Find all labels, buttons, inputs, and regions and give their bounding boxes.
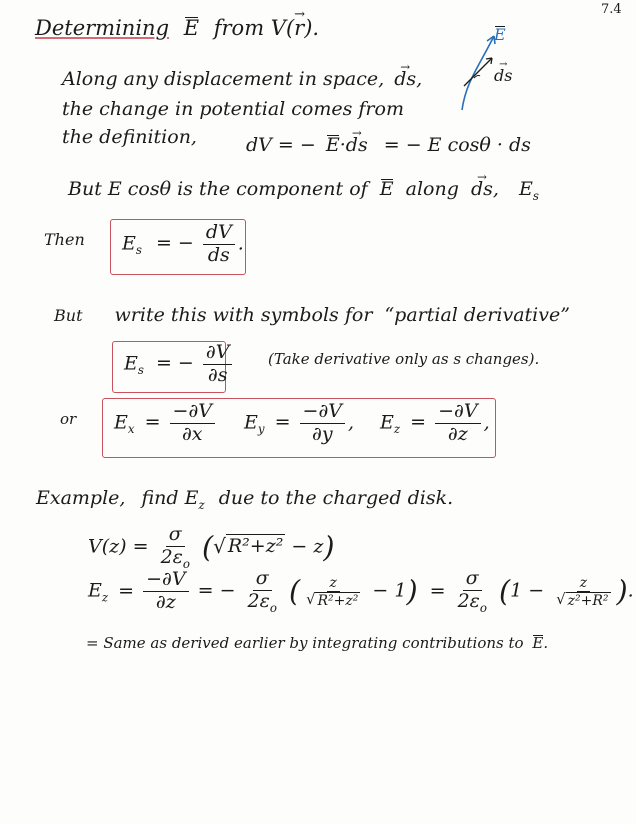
partial-fraction: $\frac{\partial V}{\partial s}$ xyxy=(203,342,233,387)
example-heading: Example, find $E_z$ due to the charged disk. xyxy=(36,487,454,512)
partial-equation: $E_s$ = − $\frac{\partial V}{\partial s}$ xyxy=(124,342,235,387)
dV-ds-fraction: $\frac{dV}{ds}$ xyxy=(203,222,235,267)
partial-note: (Take derivative only as s changes). xyxy=(268,350,540,368)
page-title xyxy=(35,16,319,40)
vector-diagram xyxy=(452,22,532,114)
intro-line-1: Along any displacement in space, → ds, xyxy=(62,68,422,90)
partial-sentence: But write this with symbols for “partial derivative” xyxy=(54,304,570,326)
title-determining: Determining xyxy=(35,16,170,40)
intro-line-2: the change in potential comes from xyxy=(62,98,404,120)
component-sentence: But E cosθ is the component of E along → ds, $E_s$ xyxy=(68,178,539,203)
title-from: from V( xyxy=(213,16,295,40)
Ez-equation: $E_z$ = $\frac{-\partial V}{\partial z}$ , xyxy=(380,400,490,445)
then-label: Then xyxy=(44,230,85,249)
or-label: or xyxy=(60,410,77,428)
conclusion: = Same as derived earlier by integrating contributions to E. xyxy=(86,634,549,652)
diagram-label-E: E xyxy=(494,25,506,44)
Ex-equation: $E_x$ = $\frac{-\partial V}{\partial x}$ xyxy=(114,401,218,446)
V-of-z-equation: V(z) = $\frac{\sigma}{2\varepsilon_o}$ ( √ R²+z² − z) xyxy=(88,523,335,571)
dV-equation: dV = − E·→ ds = − E cosθ · ds xyxy=(246,134,531,156)
sqrt-R2-z2: √ R²+z² xyxy=(213,533,284,558)
page-number: 7.4 xyxy=(601,2,622,17)
title-E: E xyxy=(183,16,200,40)
Ey-equation: $E_y$ = $\frac{-\partial V}{\partial y}$ , xyxy=(244,400,355,445)
diagram-label-ds: → ds xyxy=(494,66,512,85)
title-r: → r xyxy=(294,16,304,40)
Es-equation: $E_s$ = − $\frac{dV}{ds}$ . xyxy=(122,221,244,266)
title-close: ). xyxy=(304,16,320,40)
intro-line-3: the definition, xyxy=(62,126,197,148)
Ez-derivation: $E_z$ = $\frac{-\partial V}{\partial z}$ = − $\frac{\sigma}{2\varepsilon_o}$ ( z √ R²+z² − 1) = $\frac{\sigma}{2\varepsilon_o}$ (1 − z √ z²+R² ). xyxy=(88,567,634,615)
